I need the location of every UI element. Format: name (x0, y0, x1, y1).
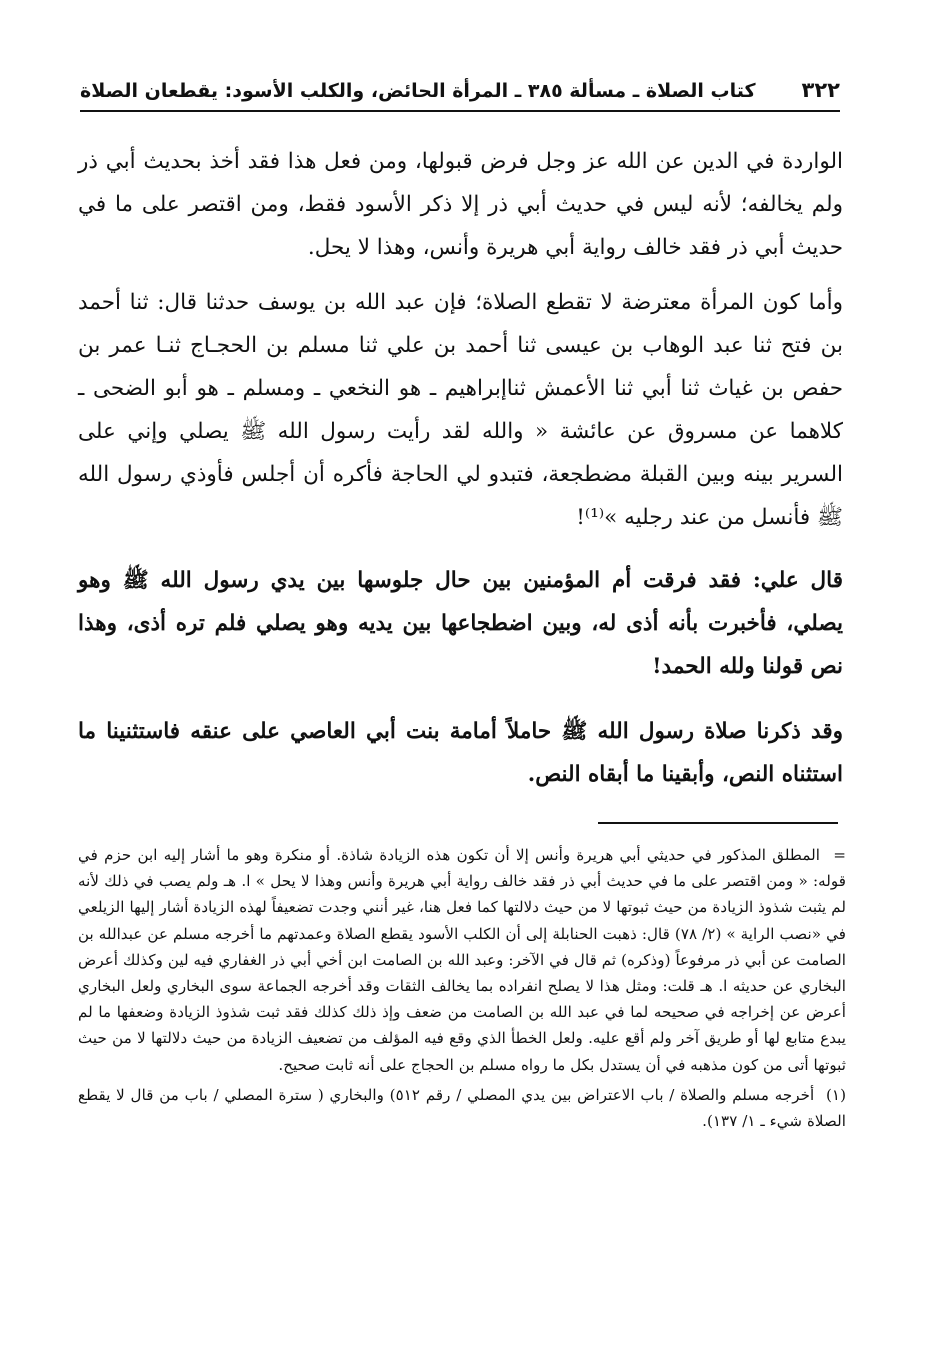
paragraph-2: وأما كون المرأة معترضة لا تقطع الصلاة؛ فإن عبد الله بن يوسف حدثنا قال: ثنا أحمد بن فتح ثنا عبد الوهاب بن عيسى ثنا أحمد بن علي ثنا مسلم بن الحجـاج ثنـا عمر بن حفص بن غياث ثنا أبي ثنا الأعمش ثناإبراهيم ـ هو النخعي ـ ومسلم ـ هو أبو الضحى ـ كلاهما عن مسروق عن عائشة « والله لقد رأيت رسول الله ﷺ يصلي وإني على السرير بينه وبين القبلة مضطجعة، فتبدو لي الحاجة فأكره أن أجلس فأوذي رسول الله ﷺ فأنسل من عند رجليه »⁽¹⁾! (78, 290, 843, 530)
continuation-mark: = (833, 846, 846, 864)
footnote-continuation-text: المطلق المذكور في حديثي أبي هريرة وأنس إلا أن تكون هذه الزيادة شاذة. أو منكرة وهو ما أشار إليه ابن حزم في قوله: « ومن اقتصر على ما في حديث أبي ذر فقد خالف رواية أبي هريرة وأنس وهذا لا يحل » ا. هـ ولم يصب في ذلك لأنه لم يثبت شذوذ الزيادة من حيث ثبوتها لا من حيث دلالتها كما فعل هنا، غير أنني وجدت تضعيفاً لهذه الزيادة أشار إليها الزيلعي في «نصب الراية » (٢/ ٧٨) قال: ذهبت الحنابلة إلى أن الكلب الأسود يقطع الصلاة وعمدتهم ما أخرجه مسلم عن عبدالله بن الصامت عن أبي ذر مرفوعاً (وذكره) ثم قال في الآخر: وعبد الله بن الصامت ابن أخي أبي ذر الغفاري فيه لين وكذلك أعرض البخاري عن حديثه ا. هـ قلت: ومثل هذا لا يصلح انفراده بما يخالف الثقات وقد أخرجه الجماعة سوى البخاري ولعل البخاري أعرض عن إخراجه في صحيحه لما في عبد الله بن الصامت من ضعف وإذ ذلك كذلك فقد ثبت شذوذ الزيادة وضعفها ما لم يبدع متابع لها أو طريق آخر ولم أقع عليه. ولعل الخطأ الذي وقع فيه المؤلف من تضعيف الزيادة من حيث دلالتها لا من حيث ثبوتها أتى من كون مذهبه في أن يستدل بكل ما رواه مسلم بن الحجاج على أنه ثابت صحيح. (78, 846, 846, 1074)
main-text (78, 140, 843, 796)
footnote-1 (78, 1082, 846, 1134)
page-number: ٣٢٢ (801, 78, 840, 102)
page-header (80, 68, 840, 112)
footnotes (78, 842, 846, 1134)
footnote-1-number: (١) (825, 1085, 846, 1104)
footnote-1-text: أخرجه مسلم والصلاة / باب الاعتراض بين يدي المصلي / رقم ٥١٢) والبخاري ( سترة المصلي / باب من قال لا يقطع الصلاة شيء ـ ١/ ١٣٧). (78, 1085, 846, 1131)
footnote-separator (598, 822, 838, 824)
paragraph-3: قال علي: فقد فرقت أم المؤمنين بين حال جلوسها بين يدي رسول الله ﷺ وهو يصلي، فأخبرت بأنه أذى له، وبين اضطجاعها بين يديه وهو يصلي فلم تره أذى، وهذا نص قولنا ولله الحمد! (78, 568, 843, 679)
running-title: كتاب الصلاة ـ مسألة ٣٨٥ ـ المرأة الحائض، والكلب الأسود: يقطعان الصلاة (80, 80, 756, 102)
paragraph-4: وقد ذكرنا صلاة رسول الله ﷺ حاملاً أمامة بنت أبي العاصي على عنقه فاستثنينا ما استثناه النص، وأبقينا ما أبقاه النص. (78, 719, 843, 787)
paragraph-1: الواردة في الدين عن الله عز وجل فرض قبولها، ومن فعل هذا فقد أخذ بحديث أبي ذر ولم يخالفه؛ لأنه ليس في حديث أبي ذر إلا ذكر الأسود فقط، ومن اقتصر على ما في حديث أبي ذر فقد خالف رواية أبي هريرة وأنس، وهذا لا يحل. (78, 149, 843, 260)
footnote-continuation (78, 842, 846, 1078)
